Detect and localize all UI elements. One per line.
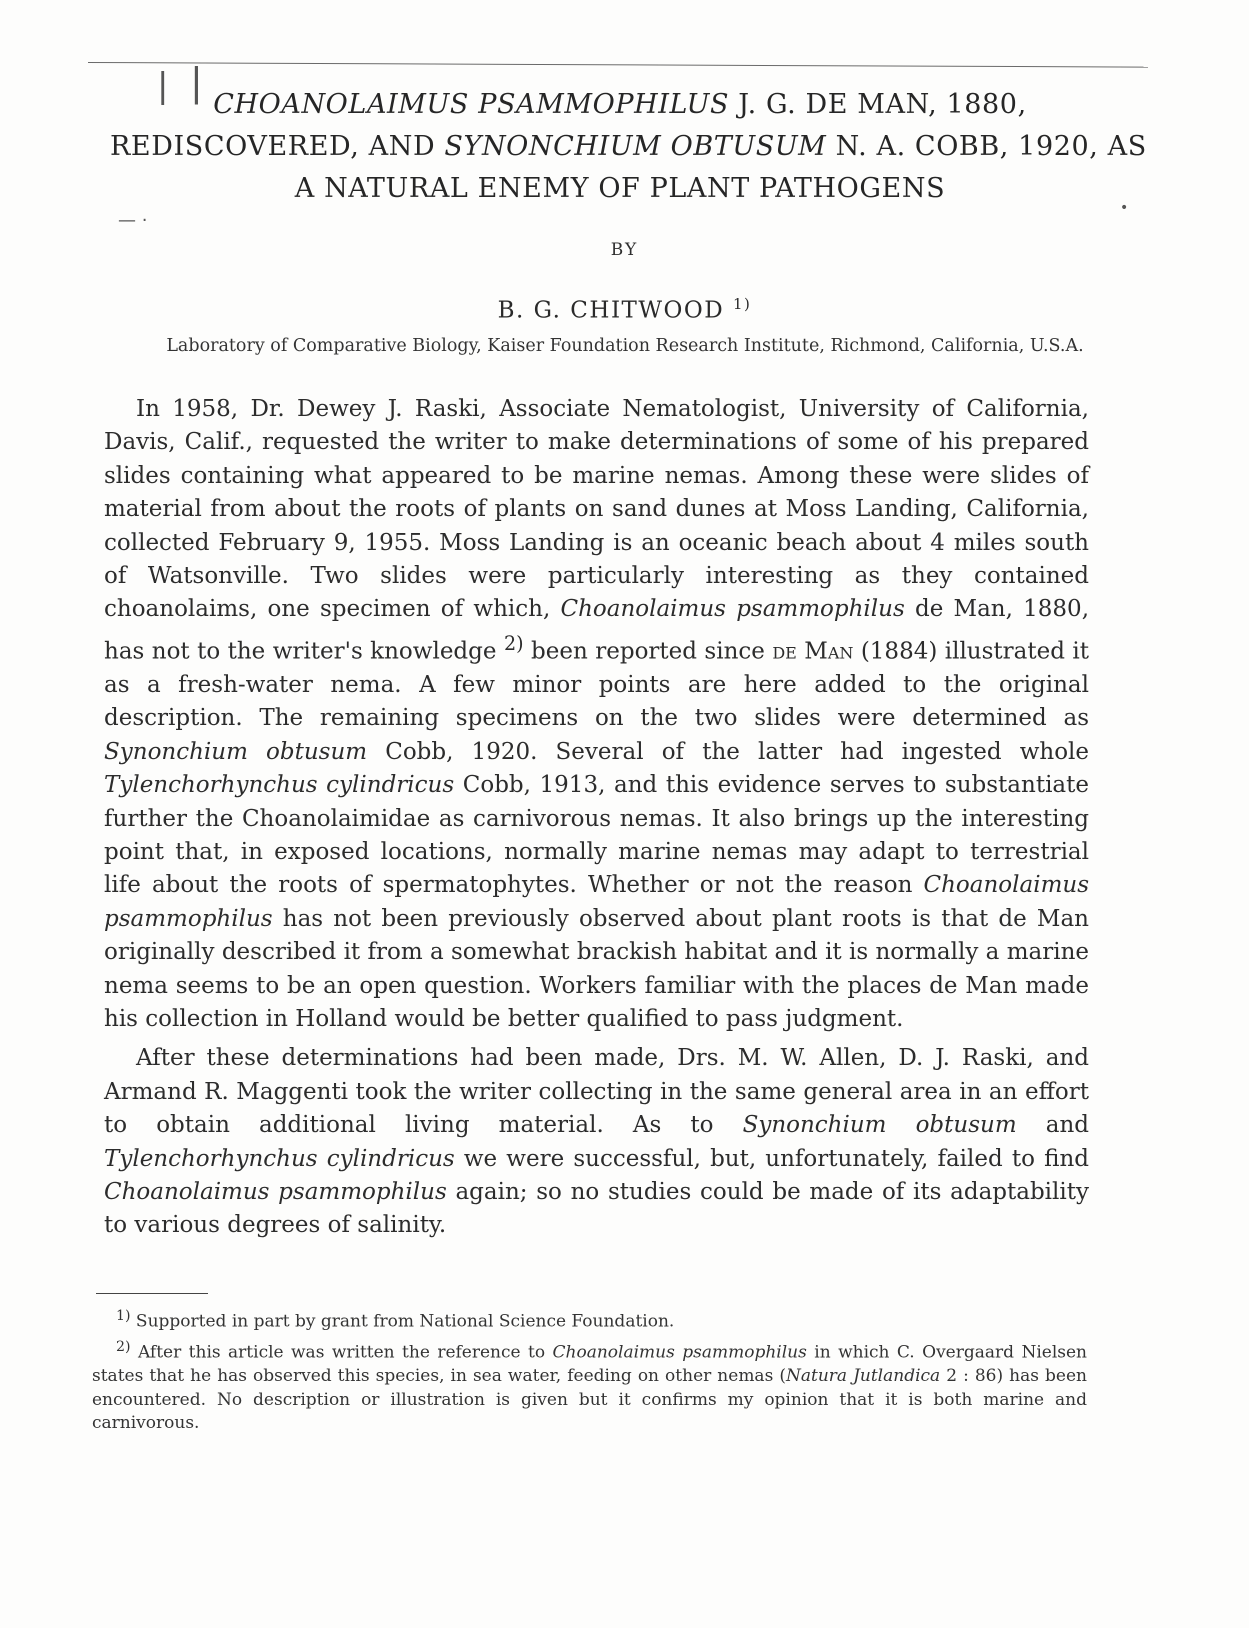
author-affiliation: Laboratory of Comparative Biology, Kaiser Foundation Research Institute, Richmond, California, U.S.A.: [166, 336, 1084, 356]
text-run: (1884) illustrated it as a fresh-water nema. A few minor points are here added to the original description. The remaining specimens on the two slides were determined as: [104, 638, 1089, 732]
text-run: After this article was written the reference to: [130, 1342, 553, 1363]
title-italic-run: SYNONCHIUM OBTUSUM: [444, 131, 827, 162]
italic-text-run: Choanolaimus psammophilus: [104, 872, 1089, 932]
italic-text-run: Synonchium obtusum: [104, 738, 368, 765]
text-run: After these determinations had been made, Drs. M. W. Allen, D. J. Raski, and Armand R. Maggenti took the writer collecting in the same general area in an effort to obtain additional living material. As to: [104, 1045, 1089, 1139]
text-run: de Man: [772, 638, 854, 665]
text-run: de Man, 1880, has not to the writer's knowledge: [104, 596, 1089, 665]
italic-text-run: Synonchium obtusum: [742, 1112, 1017, 1139]
text-run: we were successful, but, unfortunately, failed to find: [454, 1145, 1089, 1172]
italic-text-run: Tylenchorhynchus cylindricus: [104, 772, 455, 799]
title-run: N. A. COBB, 1920, AS: [826, 131, 1147, 162]
italic-text-run: Choanolaimus psammophilus: [560, 596, 905, 623]
author-footnote-marker: 1): [732, 295, 752, 313]
scan-artifact-mark: |: [157, 66, 169, 106]
body-paragraph: [104, 393, 1089, 1036]
text-run: been reported since: [523, 638, 773, 665]
scan-artifact-mark: |: [190, 60, 203, 104]
author-line: [0, 295, 1249, 324]
title-run: REDISCOVERED, AND: [110, 131, 445, 162]
footnote: [92, 1305, 1087, 1334]
italic-text-run: Natura Jutlandica: [785, 1366, 941, 1387]
footnote-marker: 2): [503, 631, 524, 655]
author-name: B. G. CHITWOOD: [497, 297, 725, 324]
italic-text-run: Tylenchorhynchus cylindricus: [104, 1145, 455, 1172]
title-run: J. G. DE MAN, 1880,: [729, 89, 1027, 120]
footnote-divider: [96, 1293, 208, 1294]
footnote-marker: 2): [116, 1339, 131, 1356]
title-run: A NATURAL ENEMY OF PLANT PATHOGENS: [294, 173, 946, 204]
text-run: Cobb, 1920. Several of the latter had ingested whole: [367, 738, 1090, 765]
text-run: and: [1016, 1112, 1089, 1139]
scan-artifact-mark: — ·: [118, 210, 148, 231]
text-run: again; so no studies could be made of its adaptability to various degrees of salinity.: [104, 1179, 1089, 1239]
footnote: [92, 1336, 1087, 1436]
text-run: in which C. Overgaard Nielsen states that he has observed this species, in sea water, feeding on other nemas (: [92, 1342, 1087, 1387]
text-run: Cobb, 1913, and this evidence serves to substantiate further the Choanolaimidae as carnivorous nemas. It also brings up the interesting point that, in exposed locations, normally marine nemas may adapt to terrestrial life about the roots of spermatophytes. Whether or not the reason: [104, 772, 1089, 899]
italic-text-run: Choanolaimus psammophilus: [552, 1342, 807, 1363]
article-body: [104, 393, 1089, 1243]
title-italic-run: CHOANOLAIMUS PSAMMOPHILUS: [213, 89, 730, 120]
footnotes: [92, 1305, 1087, 1436]
italic-text-run: Choanolaimus psammophilus: [104, 1179, 447, 1205]
text-run: Supported in part by grant from National Science Foundation.: [130, 1311, 675, 1332]
title-line: [110, 126, 1147, 168]
by-line: BY: [610, 240, 639, 260]
article-title: [110, 84, 1147, 210]
scan-artifact-mark: •: [1120, 200, 1129, 216]
text-run: has not been previously observed about plant roots is that de Man originally described it from a somewhat brackish habitat and it is normally a marine nema seems to be an open question. Workers familiar with the places de Man made his collection in Holland would be better qualified to pass judgment.: [104, 905, 1089, 1032]
text-run: In 1958, Dr. Dewey J. Raski, Associate Nematologist, University of California, Davis, Calif., requested the writer to make determinations of some of his prepared slides containing what appeared to be marine nemas. Among these were slides of material from about the roots of plants on sand dunes at Moss Landing, California, collected February 9, 1955. Moss Landing is an oceanic beach about 4 miles south of Watsonville. Two slides were particularly interesting as they contained choanolaims, one specimen of which,: [104, 396, 1089, 623]
title-line: [110, 168, 1130, 210]
body-paragraph: [104, 1042, 1089, 1242]
footnote-marker: 1): [116, 1308, 131, 1324]
text-run: 2 : 86) has been encountered. No description or illustration is given but it confirms my opinion that it is both marine and carnivorous.: [92, 1366, 1087, 1434]
title-line: [110, 84, 1130, 126]
top-rule: [88, 62, 1148, 68]
